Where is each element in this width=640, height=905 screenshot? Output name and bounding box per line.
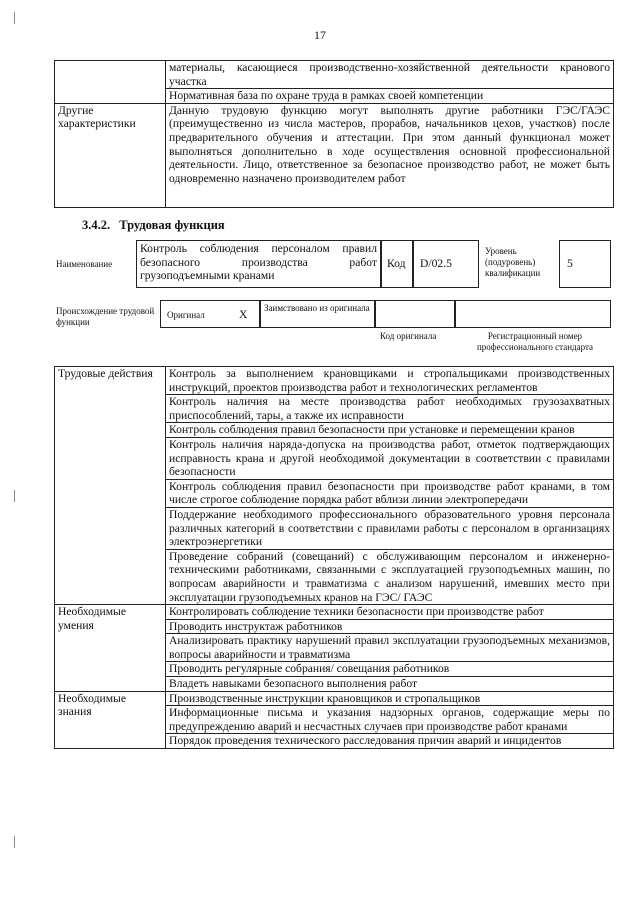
action-item: Контроль наличия наряда-допуска на производства работ, отметок подтверждающих исправность крана и другой необходимой документации в соответствии с правилами безопасности: [166, 437, 614, 479]
code-original-caption: Код оригинала: [380, 331, 437, 341]
group-label-skills: Необходимые умения: [55, 605, 166, 692]
original-box: [160, 300, 260, 328]
row-item: материалы, касающиеся производственно-хозяйственной деятельности кранового участка: [166, 61, 614, 89]
skill-item: Владеть навыками безопасного выполнения работ: [166, 677, 614, 692]
knowledge-item: Производственные инструкции крановщиков и стропальщиков: [166, 691, 614, 706]
table-row: [55, 605, 614, 620]
code-label: Код: [381, 240, 413, 288]
section-number: 3.4.2.: [82, 218, 111, 232]
action-item: Контроль соблюдения правил безопасности при установке и перемещении кранов: [166, 423, 614, 438]
section-title: Трудовая функция: [119, 218, 225, 232]
code-original-box: [375, 300, 455, 328]
reg-number-box: [455, 300, 611, 328]
section-heading: [82, 218, 225, 233]
knowledge-item: Информационные письма и указания надзорных органов, содержащие меры по предупреждению аварий и несчастных случаев при производстве работ кранами: [166, 706, 614, 734]
table-row: [55, 61, 614, 89]
table-row: [55, 691, 614, 706]
action-item: Контроль соблюдения правил безопасности при производстве работ кранами, в том числе строгое соблюдение порядка работ вблизи линии электропередачи: [166, 479, 614, 507]
code-value: D/02.5: [413, 240, 479, 288]
group-label-actions: Трудовые действия: [55, 367, 166, 605]
original-label: Оригинал: [167, 310, 205, 320]
margin-mark: [14, 12, 15, 24]
row-label: Другие характеристики: [55, 103, 166, 207]
table-row: [55, 103, 614, 207]
continued-table: [54, 60, 614, 208]
action-item: Поддержание необходимого профессионального образовательного уровня персонала различных категорий в соответствии с правилами работы с персоналом в организациях электроэнергетики: [166, 507, 614, 549]
action-item: Контроль за выполнением крановщиками и стропальщиками производственных инструкций, проектов производства работ и технологических регламентов: [166, 367, 614, 395]
row-item: Нормативная база по охране труда в рамках своей компетенции: [166, 89, 614, 104]
knowledge-item: Порядок проведения технического расследования причин аварий и инцидентов: [166, 734, 614, 749]
margin-mark: [14, 836, 15, 848]
group-label-knowledge: Необходимые знания: [55, 691, 166, 748]
original-mark: X: [239, 308, 248, 321]
skill-item: Проводить инструктаж работников: [166, 619, 614, 634]
action-item: Проведение собраний (совещаний) с обслуживающим персоналом и инженерно-техническими работниками, связанными с эксплуатацией грузоподъемных машин, по вопросам аварийности и травматизма с анализом нарушений, имевших место при эксплуатации грузоподъемных кранов на ГЭС/ ГАЭС: [166, 549, 614, 604]
margin-mark: [14, 490, 15, 502]
row-label: [55, 61, 166, 104]
origin-label: Происхождение трудовой функции: [56, 306, 155, 327]
action-item: Контроль наличия на месте производства работ необходимых грузозахватных приспособлений, тары, а также их исправности: [166, 395, 614, 423]
name-label: Наименование: [56, 259, 113, 269]
function-name-box: Контроль соблюдения персоналом правил безопасного производства работ грузоподъемными кранами: [136, 240, 381, 288]
page-number: 17: [314, 28, 326, 42]
skill-item: Контролировать соблюдение техники безопасности при производстве работ: [166, 605, 614, 620]
skill-item: Проводить регулярные собрания/ совещания работников: [166, 662, 614, 677]
function-table: [54, 366, 614, 749]
borrowed-label: Заимствовано из оригинала: [260, 300, 375, 328]
skill-item: Анализировать практику нарушений правил эксплуатации грузоподъемных механизмов, вопросы аварийности и травматизма: [166, 634, 614, 662]
reg-number-caption: Регистрационный номер профессионального стандарта: [476, 331, 594, 352]
level-label: Уровень (подуровень) квалификации: [485, 246, 541, 278]
row-item: Данную трудовую функцию могут выполнять другие работники ГЭС/ГАЭС (преимущественно из числа мастеров, прорабов, начальников цехов, участков) после предварительного обучения и аттестации. При этом данный функционал может выполняться дополнительно в ходе осуществления основной профессиональной деятельности. Лицо, ответственное за безопасное производство работ, не может быть одновременно назначено производителем работ: [166, 103, 614, 207]
table-row: [55, 367, 614, 395]
level-value: 5: [559, 240, 611, 288]
